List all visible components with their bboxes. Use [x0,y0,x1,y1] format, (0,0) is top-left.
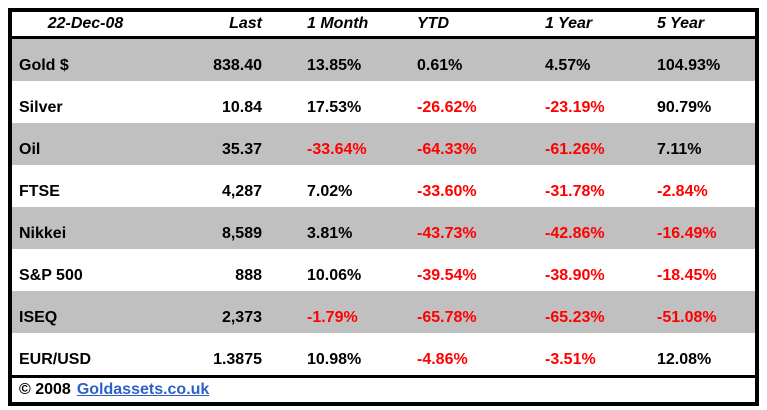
table-row [12,207,755,249]
header-date: 22-Dec-08 [47,15,124,32]
value-cell: 7.02% [307,183,353,200]
table-row [12,291,755,333]
table-row [12,249,755,291]
asset-name-cell: S&P 500 [19,267,83,284]
header-1-year: 1 Year [545,15,593,32]
table-header-row [12,12,755,36]
header-5-year: 5 Year [657,15,705,32]
table-row [12,123,755,165]
value-cell: 8,589 [221,225,262,242]
value-cell: 10.84 [221,99,262,116]
value-cell: 0.61% [417,57,463,74]
value-cell: -61.26% [545,141,605,158]
value-cell: 1.3875 [213,351,262,368]
asset-name-cell: ISEQ [19,309,58,326]
value-cell: 2,373 [221,309,262,326]
table-row [12,165,755,207]
value-cell: -4.86% [417,351,468,368]
value-cell: -33.64% [307,141,367,158]
value-cell: 10.98% [307,351,362,368]
asset-name-cell: Gold $ [19,57,69,74]
value-cell: -26.62% [417,99,477,116]
header-last: Last [229,15,262,32]
asset-name-cell: Oil [19,141,41,158]
value-cell: -33.60% [417,183,477,200]
value-cell: 90.79% [657,99,712,116]
table-row [12,39,755,81]
footer-row [12,378,755,402]
value-cell: -1.79% [307,309,358,326]
value-cell: -2.84% [657,183,708,200]
value-cell: -43.73% [417,225,477,242]
value-cell: -65.23% [545,309,605,326]
table-body [12,39,755,375]
goldassets-link[interactable]: Goldassets.co.uk [76,381,210,398]
value-cell: 35.37 [221,141,262,158]
value-cell: 7.11% [657,141,702,158]
asset-name-cell: FTSE [19,183,60,200]
asset-name-cell: EUR/USD [19,351,92,368]
value-cell: 104.93% [657,57,721,74]
value-cell: -38.90% [545,267,605,284]
header-1-month: 1 Month [307,15,369,32]
value-cell: 838.40 [213,57,262,74]
value-cell: -64.33% [417,141,477,158]
table-row [12,333,755,375]
market-performance-table [8,8,759,406]
copyright-text: © 2008 [19,381,71,398]
value-cell: 3.81% [307,225,353,242]
value-cell: 4,287 [221,183,262,200]
value-cell: -42.86% [545,225,605,242]
value-cell: 12.08% [657,351,712,368]
asset-name-cell: Silver [19,99,63,116]
value-cell: 17.53% [307,99,362,116]
value-cell: -51.08% [657,309,717,326]
value-cell: -16.49% [657,225,717,242]
value-cell: 13.85% [307,57,362,74]
value-cell: -18.45% [657,267,717,284]
value-cell: -31.78% [545,183,605,200]
value-cell: -23.19% [545,99,605,116]
value-cell: -3.51% [545,351,596,368]
value-cell: -65.78% [417,309,477,326]
value-cell: 4.57% [545,57,591,74]
value-cell: -39.54% [417,267,477,284]
table-row [12,81,755,123]
value-cell: 888 [235,267,262,284]
asset-name-cell: Nikkei [19,225,67,242]
header-ytd: YTD [417,15,449,32]
value-cell: 10.06% [307,267,362,284]
